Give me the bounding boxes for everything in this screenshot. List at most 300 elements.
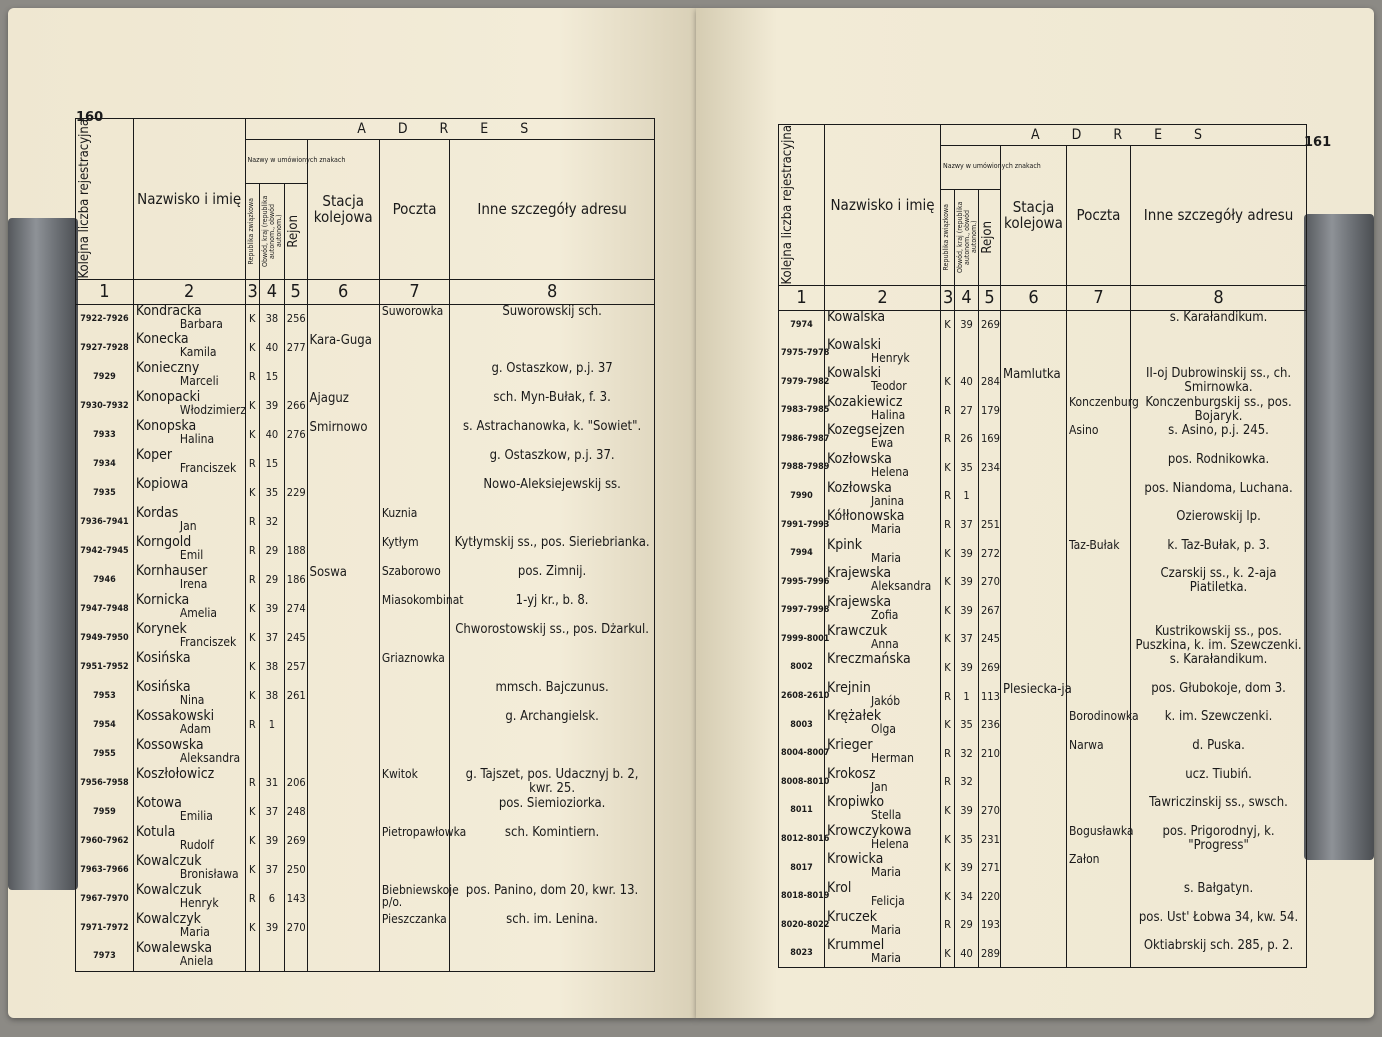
registration-number: 7995-7996 xyxy=(779,567,825,596)
surname: Kotowa xyxy=(135,795,182,812)
page-number: 160 xyxy=(76,110,104,125)
address-details: ucz. Tiubiń. xyxy=(1131,768,1307,797)
table-row xyxy=(779,882,1307,911)
first-name: Helena xyxy=(871,836,909,851)
rejon-code: 256 xyxy=(284,304,307,333)
address-details: sch. im. Lenina. xyxy=(450,913,655,942)
table-row xyxy=(76,739,655,768)
surname: Korngold xyxy=(135,534,192,551)
railway-station xyxy=(1001,424,1067,453)
railway-station xyxy=(1001,596,1067,625)
surname: Korynek xyxy=(135,621,187,638)
person-name xyxy=(133,681,245,710)
republic-code: K xyxy=(941,625,955,654)
table-row xyxy=(779,796,1307,825)
registration-number: 7954 xyxy=(76,710,134,739)
address-details: pos. Prigorodnyj, k. "Progress" xyxy=(1131,825,1307,854)
railway-station xyxy=(1001,825,1067,854)
address-details: d. Puska. xyxy=(1131,739,1307,768)
address-details: pos. Rodnikowka. xyxy=(1131,453,1307,482)
post-office: Pietropawłowka xyxy=(379,826,449,855)
first-name: Felicja xyxy=(871,893,905,908)
post-office xyxy=(379,623,449,652)
rejon-code: 274 xyxy=(284,594,307,623)
surname: Kreczmańska xyxy=(827,651,911,668)
address-details: 1-yj kr., b. 8. xyxy=(450,594,655,623)
person-name xyxy=(825,567,941,596)
railway-station: Kara-Guga xyxy=(307,333,379,362)
oblast-code: 40 xyxy=(955,367,979,396)
rejon-code: 250 xyxy=(284,855,307,884)
column-number: 8 xyxy=(1131,285,1307,310)
post-office xyxy=(1067,310,1131,339)
republic-code: R xyxy=(941,739,955,768)
table-row xyxy=(779,510,1307,539)
railway-station xyxy=(1001,739,1067,768)
railway-station xyxy=(1001,710,1067,739)
person-name xyxy=(133,710,245,739)
republic-code: R xyxy=(941,768,955,797)
surname: Kowalczuk xyxy=(135,882,202,899)
surname: Kosińska xyxy=(135,679,191,696)
railway-station xyxy=(1001,939,1067,968)
address-details: sch. Myn-Bułak, f. 3. xyxy=(450,391,655,420)
oblast-code: 15 xyxy=(260,362,285,391)
post-office xyxy=(1067,339,1131,368)
person-name xyxy=(133,623,245,652)
registration-number: 7922-7926 xyxy=(76,304,134,333)
person-name xyxy=(133,507,245,536)
registration-number: 7986-7987 xyxy=(779,424,825,453)
rejon-code: 272 xyxy=(979,539,1001,568)
registration-number: 8003 xyxy=(779,710,825,739)
registration-number: 8008-8010 xyxy=(779,768,825,797)
oblast-code: 38 xyxy=(260,681,285,710)
first-name: Anna xyxy=(871,636,899,651)
railway-station xyxy=(1001,539,1067,568)
post-office xyxy=(379,478,449,507)
surname: Kruczek xyxy=(827,908,877,925)
person-name xyxy=(133,855,245,884)
railway-station xyxy=(307,478,379,507)
registration-number: 7967-7970 xyxy=(76,884,134,913)
address-details: Chworostowskij ss., pos. Dżarkul. xyxy=(450,623,655,652)
address-details: k. im. Szewczenki. xyxy=(1131,710,1307,739)
republic-code: R xyxy=(941,396,955,425)
col-rejon-header: Rejon xyxy=(979,189,1001,285)
rejon-code: 266 xyxy=(284,391,307,420)
republic-code: K xyxy=(941,939,955,968)
post-office xyxy=(379,797,449,826)
rejon-code: 143 xyxy=(284,884,307,913)
registration-number: 8011 xyxy=(779,796,825,825)
registration-number: 7988-7989 xyxy=(779,453,825,482)
oblast-code: 38 xyxy=(260,652,285,681)
oblast-code: 39 xyxy=(260,913,285,942)
railway-station: Plesiecka-ja xyxy=(1001,682,1067,711)
column-number: 1 xyxy=(76,279,134,304)
registration-number: 7934 xyxy=(76,449,134,478)
rejon-code: 277 xyxy=(284,333,307,362)
republic-code: R xyxy=(245,536,259,565)
surname: Kornicka xyxy=(135,592,190,609)
address-details: pos. Niandoma, Luchana. xyxy=(1131,482,1307,511)
col-inne-header: Inne szczegóły adresu xyxy=(450,140,655,280)
registration-number: 8004-8007 xyxy=(779,739,825,768)
post-office xyxy=(1067,510,1131,539)
table-row xyxy=(76,420,655,449)
first-name: Maria xyxy=(871,922,901,937)
rejon-code xyxy=(284,710,307,739)
post-office: Bogusławka xyxy=(1067,825,1131,854)
oblast-code: 37 xyxy=(260,623,285,652)
person-name xyxy=(133,362,245,391)
first-name: Bronisława xyxy=(179,867,239,882)
surname: Kornhauser xyxy=(135,563,208,580)
table-row xyxy=(779,567,1307,596)
post-office: Griaznowka xyxy=(379,652,449,681)
registration-number: 7933 xyxy=(76,420,134,449)
first-name: Franciszek xyxy=(179,461,237,476)
column-number: 1 xyxy=(779,285,825,310)
person-name xyxy=(825,367,941,396)
rejon-code xyxy=(284,362,307,391)
table-row xyxy=(76,391,655,420)
first-name: Henryk xyxy=(871,350,910,365)
page-number: 161 xyxy=(1304,135,1332,150)
first-name: Maria xyxy=(179,925,210,940)
registration-number: 7956-7958 xyxy=(76,768,134,797)
surname: Kossowska xyxy=(135,737,204,754)
registration-number: 8012-8016 xyxy=(779,825,825,854)
surname: Kowalski xyxy=(827,336,882,353)
address-details: s. Asino, p.j. 245. xyxy=(1131,424,1307,453)
railway-station xyxy=(1001,396,1067,425)
person-name xyxy=(133,884,245,913)
railway-station xyxy=(307,768,379,797)
table-row xyxy=(76,913,655,942)
post-office: Borodinowka xyxy=(1067,710,1131,739)
person-name xyxy=(825,622,941,654)
first-name: Halina xyxy=(179,432,215,447)
railway-station xyxy=(307,797,379,826)
surname: Kowalczuk xyxy=(135,853,202,870)
railway-station xyxy=(1001,310,1067,339)
table-row xyxy=(76,333,655,362)
railway-station xyxy=(307,652,379,681)
registration-number: 7953 xyxy=(76,681,134,710)
first-name: Marceli xyxy=(179,374,219,389)
first-name: Jan xyxy=(179,519,197,534)
person-name xyxy=(133,942,245,971)
republic-code: K xyxy=(941,367,955,396)
address-details xyxy=(1131,853,1307,882)
railway-station xyxy=(1001,625,1067,654)
first-name: Franciszek xyxy=(179,635,237,650)
first-name: Emil xyxy=(179,548,204,563)
table-row xyxy=(76,507,655,536)
railway-station xyxy=(307,449,379,478)
oblast-code: 32 xyxy=(260,507,285,536)
registration-number: 7974 xyxy=(779,310,825,339)
republic-code: K xyxy=(941,853,955,882)
table-row xyxy=(76,855,655,884)
republic-code: K xyxy=(941,453,955,482)
address-details xyxy=(450,333,655,362)
table-row xyxy=(779,625,1307,654)
person-name xyxy=(825,908,941,940)
rejon-code xyxy=(284,507,307,536)
oblast-code xyxy=(955,339,979,368)
oblast-code: 39 xyxy=(955,796,979,825)
table-row xyxy=(779,710,1307,739)
oblast-code: 1 xyxy=(260,710,285,739)
address-details: Tawriczinskij ss., swsch. xyxy=(1131,796,1307,825)
adres-header: A D R E S xyxy=(941,125,1307,146)
republic-code: K xyxy=(941,653,955,682)
col-obwod-header: Obwód, kraj (republika autonom., obwód autonom.) xyxy=(260,183,285,279)
table-row xyxy=(779,310,1307,339)
surname: Kozakiewicz xyxy=(827,393,903,410)
first-name: Maria xyxy=(871,522,901,537)
person-name xyxy=(133,478,245,507)
surname: Kozłowska xyxy=(827,451,892,468)
first-name: Jan xyxy=(871,779,888,794)
republic-code: K xyxy=(245,333,259,362)
registration-number: 7942-7945 xyxy=(76,536,134,565)
surname: Krawczuk xyxy=(827,622,888,639)
address-details: Ozierowskij lp. xyxy=(1131,510,1307,539)
table-row xyxy=(779,539,1307,568)
right-page xyxy=(696,8,1374,1018)
first-name: Olga xyxy=(871,722,896,737)
oblast-code: 39 xyxy=(260,594,285,623)
post-office xyxy=(379,681,449,710)
rejon-code: 236 xyxy=(979,710,1001,739)
oblast-code: 37 xyxy=(955,510,979,539)
republic-code: R xyxy=(941,911,955,940)
oblast-code: 29 xyxy=(260,565,285,594)
table-row xyxy=(76,362,655,391)
oblast-code: 40 xyxy=(260,420,285,449)
table-row xyxy=(76,536,655,565)
table-row xyxy=(76,449,655,478)
column-number: 4 xyxy=(260,279,285,304)
oblast-code: 35 xyxy=(260,478,285,507)
surname: Kordas xyxy=(135,505,179,522)
right-metal-clamp xyxy=(1304,214,1374,860)
oblast-code: 15 xyxy=(260,449,285,478)
address-details xyxy=(450,942,655,971)
registration-number: 7999-8001 xyxy=(779,625,825,654)
address-details: Oktiabrskij sch. 285, p. 2. xyxy=(1131,939,1307,968)
address-details: pos. Głubokoje, dom 3. xyxy=(1131,682,1307,711)
registration-number: 8023 xyxy=(779,939,825,968)
railway-station xyxy=(1001,911,1067,940)
table-row xyxy=(779,482,1307,511)
rejon-code: 245 xyxy=(284,623,307,652)
rejon-code xyxy=(979,339,1001,368)
first-name: Rudolf xyxy=(179,838,214,853)
oblast-code: 27 xyxy=(955,396,979,425)
railway-station xyxy=(1001,453,1067,482)
registration-number: 7991-7993 xyxy=(779,510,825,539)
address-details: s. Karałandikum. xyxy=(1131,310,1307,339)
address-details: mmsch. Bajczunus. xyxy=(450,681,655,710)
first-name: Zofia xyxy=(871,607,899,622)
surname: Kotula xyxy=(135,824,176,841)
person-name xyxy=(133,826,245,855)
register-table-right xyxy=(778,124,1307,968)
person-name xyxy=(825,822,941,854)
republic-code: R xyxy=(245,768,259,797)
left-page xyxy=(8,8,696,1018)
oblast-code: 31 xyxy=(260,768,285,797)
column-number: 3 xyxy=(941,285,955,310)
table-row xyxy=(76,565,655,594)
person-name xyxy=(825,853,941,882)
post-office: Załon xyxy=(1067,853,1131,882)
republic-code: K xyxy=(941,710,955,739)
surname: Kowalska xyxy=(827,308,886,325)
rejon-code: 251 xyxy=(979,510,1001,539)
rejon-code xyxy=(979,768,1001,797)
registration-number: 7936-7941 xyxy=(76,507,134,536)
address-details: pos. Ust' Łobwa 34, kw. 54. xyxy=(1131,911,1307,940)
first-name: Jakób xyxy=(871,693,901,708)
post-office: Kwitok xyxy=(379,768,449,797)
column-number: 5 xyxy=(979,285,1001,310)
person-name xyxy=(825,479,941,511)
post-office xyxy=(379,362,449,391)
address-details: sch. Komintiern. xyxy=(450,826,655,855)
person-name xyxy=(825,653,941,682)
surname: Konieczny xyxy=(135,360,200,377)
surname: Konopska xyxy=(135,418,197,435)
column-number: 2 xyxy=(825,285,941,310)
first-name: Maria xyxy=(871,951,901,966)
surname: Kondracka xyxy=(135,302,202,319)
rejon-code: 234 xyxy=(979,453,1001,482)
person-name xyxy=(825,593,941,625)
person-name xyxy=(825,796,941,825)
rejon-code: 245 xyxy=(979,625,1001,654)
address-details: g. Ostaszkow, p.j. 37. xyxy=(450,449,655,478)
surname: Krokosz xyxy=(827,765,876,782)
registration-number: 7994 xyxy=(779,539,825,568)
surname: Krol xyxy=(827,879,852,896)
address-details: Kytłymskij ss., pos. Sieriebrianka. xyxy=(450,536,655,565)
republic-code: K xyxy=(941,310,955,339)
address-details xyxy=(450,739,655,768)
surname: Kozegsejzen xyxy=(827,422,905,439)
registration-number: 7971-7972 xyxy=(76,913,134,942)
republic-code: R xyxy=(941,424,955,453)
oblast-code: 34 xyxy=(955,882,979,911)
open-book xyxy=(8,8,1374,1028)
col-republika-header: Republika związkowa xyxy=(245,183,259,279)
railway-station xyxy=(307,536,379,565)
address-details: Czarskij ss., k. 2-aja Piatiletka. xyxy=(1131,567,1307,596)
person-name xyxy=(825,393,941,425)
surname: Koszłołowicz xyxy=(135,766,215,783)
surname: Krajewska xyxy=(827,565,892,582)
col-name-header: Nazwisko i imię xyxy=(825,125,941,286)
registration-number: 8017 xyxy=(779,853,825,882)
address-details: Suworowskij sch. xyxy=(450,304,655,333)
republic-code: K xyxy=(941,882,955,911)
oblast-code: 37 xyxy=(955,625,979,654)
oblast-code: 29 xyxy=(955,911,979,940)
surname: Konecka xyxy=(135,331,189,348)
registration-number: 7979-7982 xyxy=(779,367,825,396)
registration-number: 7955 xyxy=(76,739,134,768)
railway-station xyxy=(307,942,379,971)
post-office xyxy=(1067,768,1131,797)
person-name xyxy=(825,453,941,482)
table-row xyxy=(779,424,1307,453)
registration-number: 7930-7932 xyxy=(76,391,134,420)
post-office xyxy=(379,391,449,420)
railway-station: Soswa xyxy=(307,565,379,594)
rejon-code xyxy=(284,942,307,971)
railway-station xyxy=(1001,339,1067,368)
surname: Kosińska xyxy=(135,650,191,667)
rejon-code: 186 xyxy=(284,565,307,594)
first-name: Maria xyxy=(871,865,901,880)
address-details xyxy=(1131,596,1307,625)
person-name xyxy=(133,449,245,478)
railway-station xyxy=(1001,653,1067,682)
first-name: Kamila xyxy=(179,345,217,360)
col-name-header: Nazwisko i imię xyxy=(133,119,245,280)
address-details: k. Taz-Bułak, p. 3. xyxy=(1131,539,1307,568)
surname: Kopiowa xyxy=(135,476,189,493)
surname: Kowalski xyxy=(827,365,882,382)
surname: Krowczykowa xyxy=(827,822,912,839)
post-office: Kuznia xyxy=(379,507,449,536)
railway-station xyxy=(307,884,379,913)
surname: Krieger xyxy=(827,736,873,753)
address-details xyxy=(450,507,655,536)
republic-code: K xyxy=(941,567,955,596)
registration-number: 8018-8019 xyxy=(779,882,825,911)
column-number: 7 xyxy=(379,279,449,304)
oblast-code: 39 xyxy=(955,596,979,625)
person-name xyxy=(825,710,941,739)
address-details: II-oj Dubrowinskij ss., ch. Smirnowka. xyxy=(1131,367,1307,396)
surname: Konopacki xyxy=(135,389,201,406)
registration-number: 2608-2610 xyxy=(779,682,825,711)
table-row xyxy=(76,594,655,623)
post-office: Suworowka xyxy=(379,304,449,333)
table-row xyxy=(779,682,1307,711)
first-name: Aniela xyxy=(179,954,214,969)
table-row xyxy=(76,710,655,739)
republic-code: K xyxy=(245,681,259,710)
rejon-code: 269 xyxy=(284,826,307,855)
table-row xyxy=(779,653,1307,682)
post-office xyxy=(379,710,449,739)
table-row xyxy=(76,652,655,681)
table-row xyxy=(76,478,655,507)
address-details xyxy=(1131,339,1307,368)
registration-number: 7990 xyxy=(779,482,825,511)
col-obwod-header: Obwód, kraj (republika autonom., obwód autonom.) xyxy=(955,189,979,285)
registration-number: 8020-8022 xyxy=(779,911,825,940)
rejon-code: 169 xyxy=(979,424,1001,453)
surname: Kossakowski xyxy=(135,708,215,725)
